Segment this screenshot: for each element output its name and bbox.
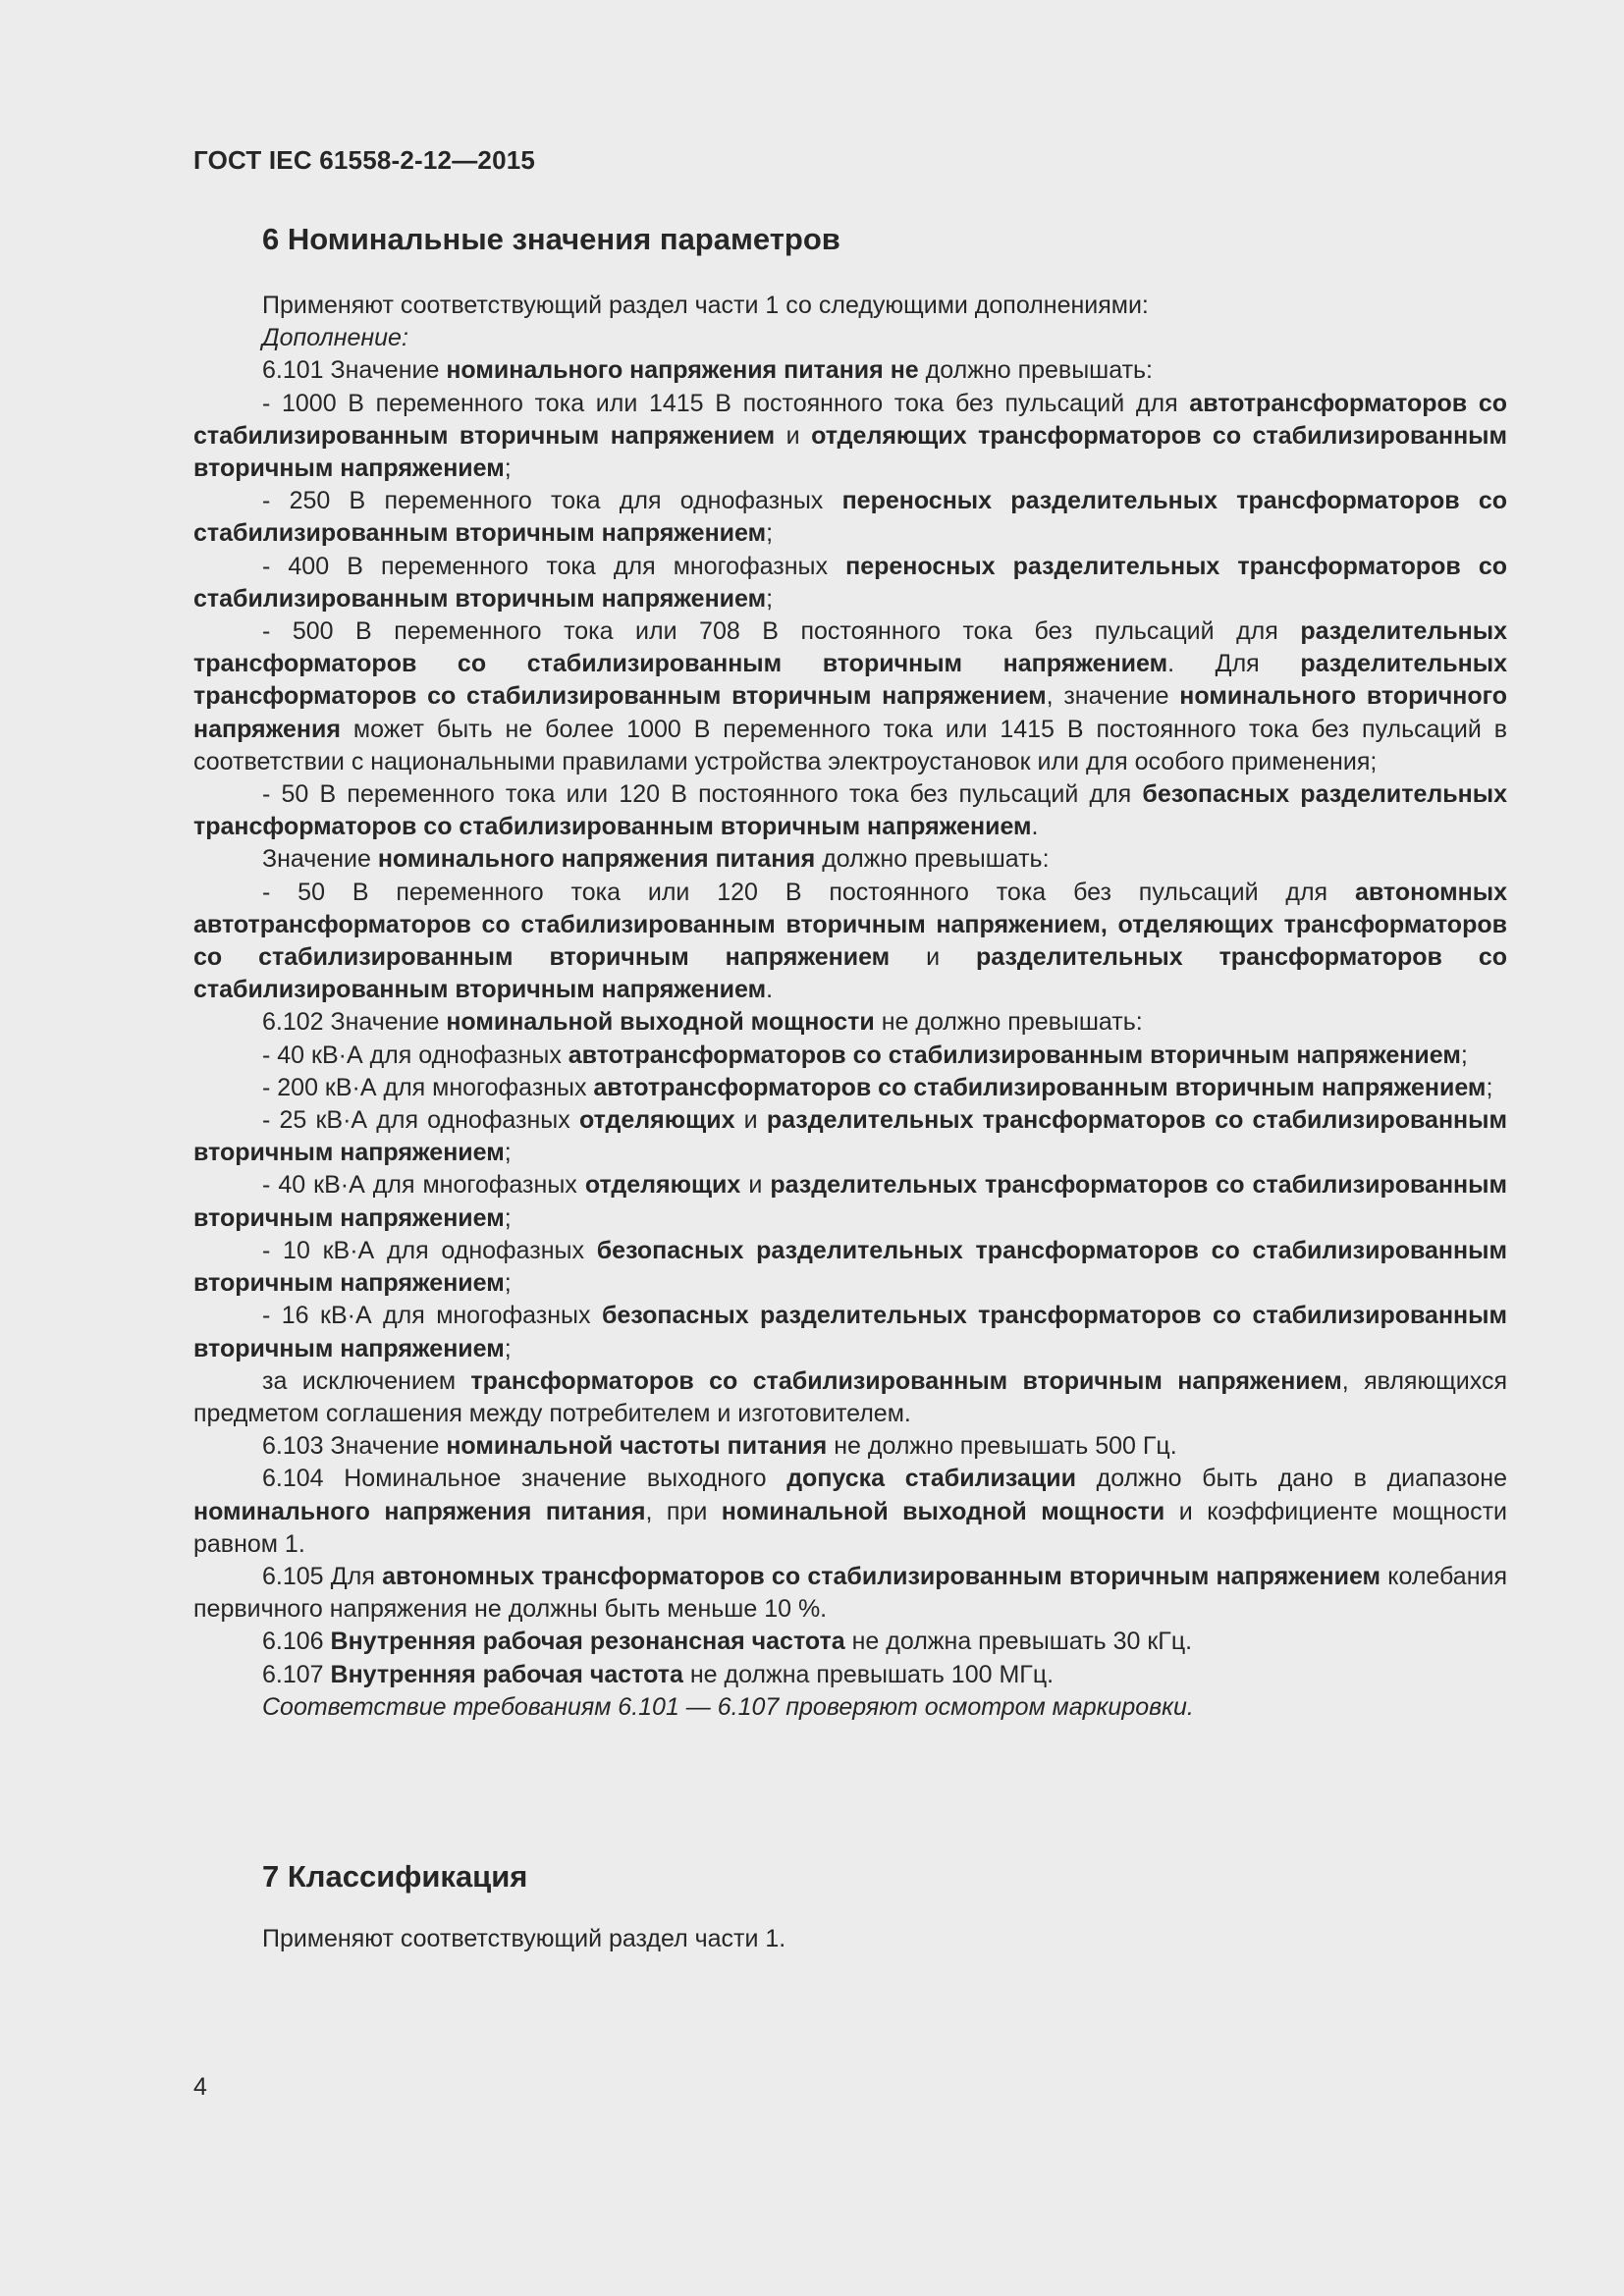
paragraph bbox=[193, 551, 1507, 615]
bold-term: переносных разделительных трансформаторов со стабилизированным вторичным напряжением bbox=[193, 487, 1508, 548]
paragraph bbox=[193, 843, 1507, 876]
bold-term: номинальной частоты питания bbox=[446, 1432, 828, 1461]
paragraph bbox=[193, 1430, 1507, 1463]
page-number: 4 bbox=[193, 2073, 207, 2101]
paragraph bbox=[193, 485, 1507, 550]
paragraph bbox=[193, 1006, 1507, 1039]
bold-term: автономных трансформаторов со стабилизированным вторичным напряжением bbox=[382, 1562, 1381, 1590]
bold-term: разделительных трансформаторов со стабилизированным вторичным напряжением bbox=[193, 1106, 1507, 1167]
bold-term: номинального напряжения питания bbox=[377, 845, 816, 874]
text-run: - 40 кВ·А для многофазных bbox=[262, 1171, 585, 1200]
bold-term: автономных автотрансформаторов со стабилизированным вторичным напряжением, отделяющих трансформаторов со стабилизированным вторичным напряжением bbox=[193, 878, 1507, 972]
text-run: ; bbox=[1486, 1073, 1493, 1101]
bold-term: допуска стабилизации bbox=[786, 1465, 1076, 1493]
text-run: ; bbox=[766, 519, 774, 548]
text-run: ; bbox=[504, 1139, 512, 1167]
paragraph bbox=[193, 388, 1507, 486]
text-run: и bbox=[734, 1106, 767, 1135]
bold-term: отделяющих bbox=[578, 1106, 735, 1135]
text-run: ; bbox=[766, 584, 774, 613]
text-run: - 50 В переменного тока или 120 В постоянного тока без пульсаций для bbox=[262, 780, 1143, 809]
text-run: - 25 кВ·А для однофазных bbox=[262, 1106, 579, 1135]
text-run: не должно превышать 500 Гц. bbox=[827, 1432, 1177, 1461]
text-run: , являющихся предметом соглашения между потребителем и изготовителем. bbox=[193, 1366, 1507, 1427]
paragraph bbox=[193, 1561, 1507, 1626]
text-run: 6.101 Значение bbox=[262, 356, 447, 385]
paragraph bbox=[193, 1463, 1507, 1561]
section-6-heading: 6 Номинальные значения параметров bbox=[262, 222, 840, 256]
text-run: . bbox=[766, 976, 774, 1004]
text-run: ; bbox=[504, 454, 512, 483]
text-run: - 400 В переменного тока для многофазных bbox=[262, 552, 846, 580]
text-run: Применяют соответствующий раздел части 1 со следующими дополнениями: bbox=[262, 292, 1149, 319]
bold-term: автотрансформаторов со стабилизированным вторичным напряжением bbox=[193, 389, 1507, 450]
text-run: - 16 кВ·А для многофазных bbox=[262, 1302, 602, 1330]
text-run: Значение bbox=[262, 845, 378, 874]
text-run: - 10 кВ·А для однофазных bbox=[262, 1236, 597, 1264]
text-run: Соответствие требованиям 6.101 — 6.107 проверяют осмотром маркировки. bbox=[262, 1692, 1194, 1721]
bold-term: номинального вторичного напряжения bbox=[193, 682, 1507, 743]
bold-term: номинального напряжения питания не bbox=[446, 356, 919, 385]
paragraph bbox=[193, 1923, 1507, 1955]
paragraph bbox=[193, 354, 1507, 387]
paragraph bbox=[193, 1300, 1507, 1364]
text-run: Дополнение: bbox=[262, 324, 408, 352]
text-run: должно быть дано в диапазоне bbox=[1075, 1465, 1507, 1493]
text-run: - 1000 В переменного тока или 1415 В постоянного тока без пульсаций для bbox=[262, 389, 1190, 417]
section-7-heading: 7 Классификация bbox=[262, 1859, 528, 1894]
paragraph bbox=[193, 1626, 1507, 1658]
text-run: 6.107 bbox=[262, 1660, 331, 1688]
paragraph bbox=[193, 322, 1507, 354]
text-run: не должна превышать 100 МГц. bbox=[682, 1660, 1055, 1688]
text-run: и коэффициенте мощности равном 1. bbox=[193, 1497, 1507, 1558]
paragraph bbox=[193, 1365, 1507, 1430]
text-run: , при bbox=[645, 1497, 722, 1525]
bold-term: безопасных разделительных трансформаторов со стабилизированным вторичным напряжением bbox=[193, 780, 1507, 841]
paragraph bbox=[193, 1072, 1507, 1104]
text-run: должно превышать: bbox=[815, 845, 1050, 874]
paragraph bbox=[193, 1691, 1507, 1724]
bold-term: номинальной выходной мощности bbox=[446, 1008, 875, 1037]
paragraph bbox=[193, 290, 1507, 322]
text-run: не должна превышать 30 кГц. bbox=[844, 1628, 1193, 1656]
bold-term: номинальной выходной мощности bbox=[721, 1497, 1165, 1525]
text-run: ; bbox=[504, 1203, 512, 1232]
bold-term: автотрансформаторов со стабилизированным вторичным напряжением bbox=[593, 1073, 1487, 1101]
text-run: . Для bbox=[1167, 650, 1301, 678]
bold-term: безопасных разделительных трансформаторов со стабилизированным вторичным напряжением bbox=[193, 1236, 1507, 1298]
text-run: - 200 кВ·А для многофазных bbox=[262, 1073, 594, 1101]
text-run: - 500 В переменного тока или 708 В постоянного тока без пульсаций для bbox=[262, 617, 1301, 646]
text-run: , значение bbox=[1046, 682, 1180, 711]
paragraph bbox=[193, 615, 1507, 778]
bold-term: Внутренняя рабочая частота bbox=[330, 1660, 683, 1688]
paragraph bbox=[193, 1659, 1507, 1691]
bold-term: переносных разделительных трансформаторов со стабилизированным вторичным напряжением bbox=[193, 552, 1508, 613]
text-run: колебания первичного напряжения не должны быть меньше 10 %. bbox=[193, 1562, 1508, 1624]
text-run: и bbox=[775, 421, 812, 450]
text-run: и bbox=[890, 943, 976, 972]
section-6-body bbox=[193, 290, 1507, 1724]
text-run: ; bbox=[504, 1269, 512, 1298]
bold-term: разделительных трансформаторов со стабилизированным вторичным напряжением bbox=[193, 617, 1507, 678]
paragraph bbox=[193, 1235, 1507, 1300]
paragraph bbox=[193, 1104, 1507, 1169]
bold-term: Внутренняя рабочая резонансная частота bbox=[330, 1628, 845, 1656]
paragraph bbox=[193, 778, 1507, 843]
text-run: 6.103 Значение bbox=[262, 1432, 447, 1461]
bold-term: трансформаторов со стабилизированным вторичным напряжением bbox=[470, 1366, 1342, 1395]
text-run: ; bbox=[504, 1334, 512, 1362]
document-number-header: ГОСТ IEC 61558-2-12—2015 bbox=[193, 145, 536, 175]
text-run: . bbox=[1031, 813, 1039, 841]
paragraph bbox=[193, 1169, 1507, 1234]
section-6 bbox=[193, 218, 1507, 1724]
text-run: должно превышать: bbox=[918, 356, 1153, 385]
text-run: Применяют соответствующий раздел части 1. bbox=[262, 1925, 786, 1952]
bold-term: отделяющих трансформаторов со стабилизированным вторичным напряжением bbox=[193, 421, 1508, 483]
text-run: - 40 кВ·А для однофазных bbox=[262, 1041, 568, 1069]
text-run: не должно превышать: bbox=[874, 1008, 1143, 1037]
text-run: ; bbox=[1460, 1041, 1468, 1069]
text-run: 6.105 Для bbox=[262, 1562, 383, 1590]
text-run: за исключением bbox=[262, 1366, 471, 1395]
paragraph bbox=[193, 877, 1507, 1007]
section-7 bbox=[193, 1855, 1507, 1955]
bold-term: разделительных трансформаторов со стабилизированным вторичным напряжением bbox=[193, 650, 1507, 711]
bold-term: отделяющих bbox=[584, 1171, 741, 1200]
bold-term: разделительных трансформаторов со стабилизированным вторичным напряжением bbox=[193, 1171, 1507, 1232]
paragraph bbox=[193, 1040, 1507, 1072]
text-run: 6.106 bbox=[262, 1628, 331, 1656]
bold-term: автотрансформаторов со стабилизированным вторичным напряжением bbox=[568, 1041, 1461, 1069]
text-run: 6.102 Значение bbox=[262, 1008, 447, 1037]
text-run: 6.104 Номинальное значение выходного bbox=[262, 1465, 787, 1493]
text-run: - 250 В переменного тока для однофазных bbox=[262, 487, 842, 515]
text-run: - 50 В переменного тока или 120 В постоянного тока без пульсаций для bbox=[262, 878, 1355, 906]
bold-term: безопасных разделительных трансформаторов со стабилизированным вторичным напряжением bbox=[193, 1302, 1507, 1362]
bold-term: номинального напряжения питания bbox=[193, 1497, 646, 1525]
bold-term: разделительных трансформаторов со стабилизированным вторичным напряжением bbox=[193, 943, 1508, 1004]
text-run: может быть не более 1000 В переменного тока или 1415 В постоянного тока без пульсаций в соответствии с национальными правилами устройства электроустановок или для особого применения; bbox=[193, 715, 1507, 775]
text-run: и bbox=[740, 1171, 771, 1200]
section-7-body bbox=[193, 1923, 1507, 1955]
